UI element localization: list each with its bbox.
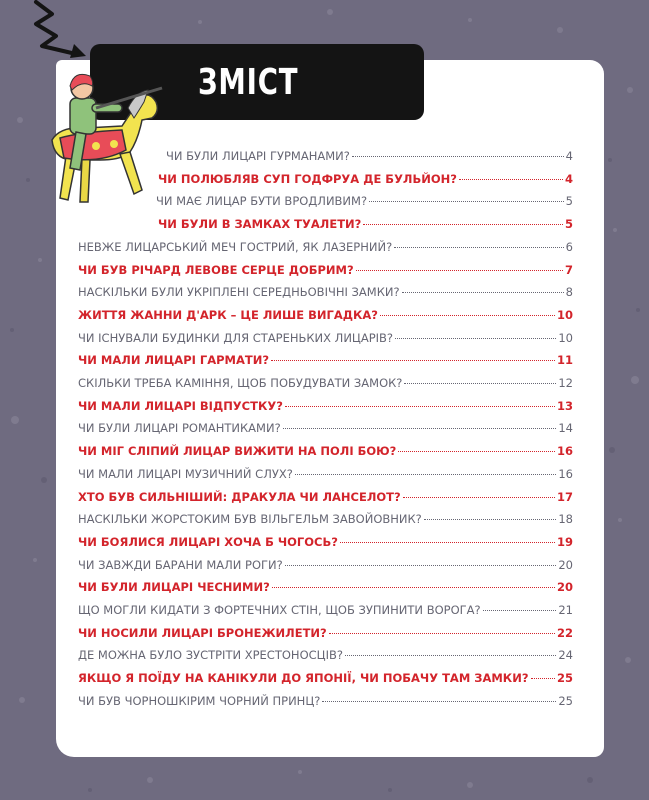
toc-entry-page: 12	[558, 376, 573, 390]
dot-leader	[352, 156, 564, 157]
toc-entry-page: 21	[558, 603, 573, 617]
toc-entry	[78, 532, 573, 552]
dot-leader	[459, 179, 563, 180]
toc-entry	[78, 328, 573, 348]
dot-leader	[395, 338, 556, 339]
toc-entry-title: НАСКІЛЬКИ ЖОРСТОКИМ БУВ ВІЛЬГЕЛЬМ ЗАВОЙОВНИК?	[78, 512, 422, 527]
dot-leader	[272, 587, 555, 588]
toc-entry-title: ЧИ БУЛИ ЛИЦАРІ ГУРМАНАМИ?	[166, 149, 350, 163]
toc-entry-title: ЖИТТЯ ЖАННИ Д'АРК – ЦЕ ЛИШЕ ВИГАДКА?	[78, 307, 378, 322]
toc-entry-page: 10	[558, 330, 573, 345]
toc-entry	[78, 464, 573, 484]
toc-entry	[78, 691, 573, 711]
toc-entry-title: ЧИ БУВ РІЧАРД ЛЕВОВЕ СЕРЦЕ ДОБРИМ?	[78, 262, 354, 277]
toc-entry-title: ЧИ НОСИЛИ ЛИЦАРІ БРОНЕЖИЛЕТИ?	[78, 625, 327, 640]
dot-leader	[271, 360, 555, 361]
toc-entry	[158, 169, 573, 189]
toc-entry	[158, 214, 573, 234]
dot-leader	[322, 701, 556, 702]
toc-entry-page: 14	[558, 421, 573, 436]
toc-entry	[156, 191, 573, 211]
toc-entry-title: ЧИ БУЛИ В ЗАМКАХ ТУАЛЕТИ?	[158, 217, 362, 232]
toc-entry-page: 24	[558, 648, 573, 663]
toc-entry-title: НЕВЖЕ ЛИЦАРСЬКИЙ МЕЧ ГОСТРИЙ, ЯК ЛАЗЕРНИЙ?	[78, 239, 393, 254]
toc-entry-page: 16	[558, 466, 573, 481]
dot-leader	[402, 292, 564, 293]
dot-leader	[340, 542, 555, 543]
toc-entry-page: 20	[558, 557, 573, 572]
toc-entry-page: 25	[556, 671, 573, 686]
dot-leader	[483, 610, 557, 611]
toc-entry-title: ЧИ ЗАВЖДИ БАРАНИ МАЛИ РОГИ?	[78, 557, 283, 572]
toc-entry-title: ЧИ БОЯЛИСЯ ЛИЦАРІ ХОЧА Б ЧОГОСЬ?	[78, 534, 338, 549]
toc-entry-title: ЧИ БУЛИ ЛИЦАРІ ЧЕСНИМИ?	[78, 580, 270, 595]
toc-entry	[78, 555, 573, 575]
toc-entry-title: ЧИ ПОЛЮБЛЯВ СУП ГОДФРУА ДЕ БУЛЬЙОН?	[158, 171, 457, 186]
toc-entry-title: СКІЛЬКИ ТРЕБА КАМІННЯ, ЩОБ ПОБУДУВАТИ ЗАМОК?	[78, 376, 403, 390]
toc-entry-title: ДЕ МОЖНА БУЛО ЗУСТРІТИ ХРЕСТОНОСЦІВ?	[78, 648, 343, 663]
toc-entry-title: ЧИ БУВ ЧОРНОШКІРИМ ЧОРНИЙ ПРИНЦ?	[78, 693, 321, 708]
dot-leader	[285, 565, 557, 566]
toc-entry-page: 5	[565, 194, 573, 209]
toc-entry	[78, 418, 573, 438]
toc-entry	[78, 623, 573, 643]
toc-entry-page: 17	[556, 489, 573, 504]
toc-entry-page: 13	[556, 398, 573, 413]
toc-entry-page: 7	[564, 262, 573, 277]
toc-entry	[78, 305, 573, 325]
dot-leader	[404, 383, 556, 384]
toc-entry	[78, 237, 573, 257]
dot-leader	[285, 406, 555, 407]
page-title: ЗМІСТ	[198, 61, 299, 103]
toc-entry-title: ЧИ МІГ СЛІПИЙ ЛИЦАР ВИЖИТИ НА ПОЛІ БОЮ?	[78, 444, 397, 459]
toc-entry-title: ЧИ МАЛИ ЛИЦАРІ ГАРМАТИ?	[78, 353, 270, 368]
toc-entry-page: 6	[565, 239, 573, 254]
toc-entry	[78, 373, 573, 393]
dot-leader	[283, 428, 557, 429]
toc-entry-title: ЧИ МАЄ ЛИЦАР БУТИ ВРОДЛИВИМ?	[156, 194, 368, 209]
toc-entry	[78, 577, 573, 597]
toc-entry-page: 5	[564, 217, 573, 232]
toc-entry-title: ЧИ ІСНУВАЛИ БУДИНКИ ДЛЯ СТАРЕНЬКИХ ЛИЦАРІВ?	[78, 330, 394, 345]
toc-entry-page: 18	[558, 512, 573, 527]
dot-leader	[369, 201, 564, 202]
toc-entry	[78, 260, 573, 280]
toc-entry	[78, 282, 573, 302]
dot-leader	[380, 315, 555, 316]
toc-entry	[78, 441, 573, 461]
dot-leader	[363, 224, 563, 225]
toc-entry	[78, 350, 573, 370]
toc-entry-page: 4	[564, 171, 573, 186]
dot-leader	[295, 474, 557, 475]
dot-leader	[329, 633, 555, 634]
dot-leader	[403, 497, 555, 498]
dot-leader	[394, 247, 563, 248]
toc-entry-page: 11	[556, 353, 573, 368]
toc-entry-title: ЧИ МАЛИ ЛИЦАРІ МУЗИЧНИЙ СЛУХ?	[78, 466, 293, 481]
dot-leader	[398, 451, 555, 452]
dot-leader	[345, 655, 556, 656]
toc-entry	[166, 146, 573, 166]
toc-entry-page: 4	[565, 149, 573, 163]
toc-entry-page: 20	[556, 580, 573, 595]
toc-entry-title: ЧИ МАЛИ ЛИЦАРІ ВІДПУСТКУ?	[78, 398, 283, 413]
dot-leader	[531, 678, 555, 679]
toc-entry	[78, 645, 573, 665]
toc-entry	[78, 509, 573, 529]
toc-entry-title: НАСКІЛЬКИ БУЛИ УКРІПЛЕНІ СЕРЕДНЬОВІЧНІ ЗАМКИ?	[78, 285, 400, 300]
dot-leader	[356, 270, 563, 271]
toc-entry	[78, 396, 573, 416]
toc-entry-page: 25	[558, 693, 573, 708]
toc-entry	[78, 600, 573, 620]
toc-entry-page: 16	[556, 444, 573, 459]
dot-leader	[424, 519, 557, 520]
toc-entry-title: ЯКЩО Я ПОЇДУ НА КАНІКУЛИ ДО ЯПОНІЇ, ЧИ ПОБАЧУ ТАМ ЗАМКИ?	[78, 671, 529, 686]
toc-entry-title: ЩО МОГЛИ КИДАТИ З ФОРТЕЧНИХ СТІН, ЩОБ ЗУПИНИТИ ВОРОГА?	[78, 603, 481, 617]
toc-entry	[78, 668, 573, 688]
toc-entry-page: 8	[565, 285, 573, 300]
toc-entry-page: 22	[556, 625, 573, 640]
toc-entry-title: ХТО БУВ СИЛЬНІШИЙ: ДРАКУЛА ЧИ ЛАНСЕЛОТ?	[78, 489, 401, 504]
toc-entry-page: 19	[556, 534, 573, 549]
toc-entry-page: 10	[556, 307, 573, 322]
toc-entry-title: ЧИ БУЛИ ЛИЦАРІ РОМАНТИКАМИ?	[78, 421, 281, 436]
toc-entry	[78, 487, 573, 507]
